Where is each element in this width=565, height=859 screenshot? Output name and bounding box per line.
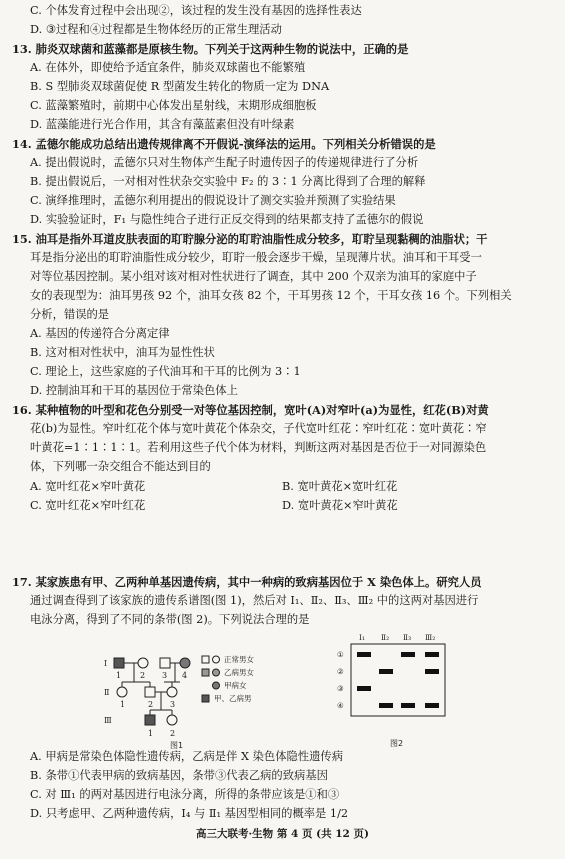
legend-normal: 正常男女 [224,655,254,664]
q13-option-b: B. S 型肺炎双球菌促使 R 型菌发生转化的物质一定为 DNA [30,80,330,93]
svg-text:1: 1 [148,729,154,738]
svg-text:1: 1 [120,700,126,709]
q14-option-b: B. 提出假说后，一对相对性状杂交实验中 F₂ 的 3∶1 分离比得到了合理的解释 [30,175,426,188]
q16-option-c: C. 宽叶红花×窄叶红花 [30,499,146,512]
q15-option-b: B. 这对相对性状中，油耳为显性性状 [30,346,215,359]
q16-option-b: B. 宽叶黄花×宽叶红花 [282,480,398,493]
svg-text:2: 2 [140,671,146,680]
page-footer: 高三大联考·生物 第 4 页 (共 12 页) [196,828,369,840]
q15-stem-line2: 耳是指分泌出的耵聍油脂性成分较少，耵聍一般会逐步干燥，呈现薄片状。油耳和干耳受一 [30,251,482,264]
svg-text:1: 1 [116,671,122,680]
gen-III-label: Ⅲ [104,716,112,725]
electrophoresis-figure [335,632,450,750]
q13-option-a: A. 在体外，即使给予适宜条件，肺炎双球菌也不能繁殖 [30,61,306,74]
q14-option-d: D. 实验验证时，F₁ 与隐性纯合子进行正反交得到的结果都支持了孟德尔的假说 [30,213,424,226]
q14-option-a: A. 提出假说时，孟德尔只对生物体产生配子时遗传因子的传递规律进行了分析 [30,156,419,169]
gen-II-label: Ⅱ [104,688,110,697]
svg-text:①: ① [337,650,344,659]
q17-option-b: B. 条带①代表甲病的致病基因，条带③代表乙病的致病基因 [30,769,328,782]
q17-stem-line1: 17. 某家族患有甲、乙两种单基因遗传病，其中一种病的致病基因位于 X 染色体上。研究人员 [12,575,482,589]
svg-text:④: ④ [337,701,344,710]
svg-text:2: 2 [148,700,154,709]
q17-option-c: C. 对 Ⅲ₁ 的两对基因进行电泳分离，所得的条带应该是①和③ [30,788,340,801]
q16-stem-line3: 叶黄花=1∶1∶1∶1。若利用这些子代个体为材料，判断这两对基因是否位于一对同源染色 [30,441,487,454]
svg-text:Ⅱ₃: Ⅱ₃ [403,633,412,642]
q16-option-d: D. 宽叶黄花×窄叶黄花 [282,499,398,512]
fig1-caption: 图1 [170,741,184,750]
q17-option-d: D. 只考虑甲、乙两种遗传病，Ⅰ₄ 与 Ⅱ₁ 基因型相同的概率是 1/2 [30,807,349,820]
q16-option-a: A. 宽叶红花×窄叶黄花 [30,480,146,493]
svg-text:Ⅱ₂: Ⅱ₂ [381,633,390,642]
q14-stem: 14. 孟德尔能成功总结出遗传规律离不开假说-演绎法的运用。下列相关分析错误的是 [12,137,436,151]
q15-option-d: D. 控制油耳和干耳的基因位于常染色体上 [30,384,238,397]
legend-both-male: 甲、乙病男 [214,694,252,703]
q16-stem-line1: 16. 某种植物的叶型和花色分别受一对等位基因控制，宽叶(A)对窄叶(a)为显性，红花(B)对黄 [12,403,489,417]
q13-stem: 13. 肺炎双球菌和蓝藻都是原核生物。下列关于这两种生物的说法中，正确的是 [12,42,409,56]
q17-stem-line2: 通过调查得到了该家族的遗传系谱图(图 1)，然后对 Ⅰ₁、Ⅱ₂、Ⅱ₃、Ⅲ₂ 中的这两对基因进行 [30,594,479,607]
svg-text:③: ③ [337,684,344,693]
q16-stem-line4: 体，下列哪一杂交组合不能达到目的 [30,460,211,473]
q12-option-d: D. ③过程和④过程都是生物体经历的正常生理活动 [30,23,282,36]
q15-stem-line5: 分析，错误的是 [30,308,110,321]
legend-disease-b: 乙病男女 [224,668,254,677]
q12-option-c: C. 个体发育过程中会出现②，该过程的发生没有基因的选择性表达 [30,4,362,17]
gen-I-label: Ⅰ [104,659,108,668]
svg-text:②: ② [337,667,344,676]
q17-option-a: A. 甲病是常染色体隐性遗传病，乙病是伴 X 染色体隐性遗传病 [30,750,343,763]
svg-text:3: 3 [162,671,168,680]
svg-text:Ⅲ₂: Ⅲ₂ [425,633,436,642]
q13-option-d: D. 蓝藻能进行光合作用，其含有藻蓝素但没有叶绿素 [30,118,295,131]
q15-stem-line1: 15. 油耳是指外耳道皮肤表面的耵聍腺分泌的耵聍油脂性成分较多，耵聍呈现黏稠的油脂状；干 [12,232,488,246]
svg-text:3: 3 [170,700,176,709]
q16-stem-line2: 花(b)为显性。窄叶红花个体与宽叶黄花个体杂交，子代宽叶红花∶窄叶红花∶宽叶黄花∶窄 [30,422,487,435]
q15-option-c: C. 理论上，这些家庭的子代油耳和干耳的比例为 3∶1 [30,365,301,378]
q17-stem-line3: 电泳分离，得到了不同的条带(图 2)。下列说法合理的是 [30,613,310,626]
q15-stem-line3: 对等位基因控制。某小组对该对相对性状进行了调查，其中 200 个双亲为油耳的家庭中子 [30,270,477,283]
svg-text:4: 4 [182,671,188,680]
q15-stem-line4: 女的表现型为：油耳男孩 92 个，油耳女孩 82 个，干耳男孩 12 个，干耳女孩 16 个。下列相关 [30,289,512,302]
q15-option-a: A. 基因的传递符合分离定律 [30,327,170,340]
q13-option-c: C. 蓝藻繁殖时，前期中心体发出星射线，末期形成细胞板 [30,99,317,112]
q14-option-c: C. 演绎推理时，孟德尔利用提出的假说设计了测交实验并预测了实验结果 [30,194,396,207]
pedigree-I1-male-affected-both [114,658,124,668]
fig2-caption: 图2 [390,739,404,748]
legend-disease-a-female: 甲病女 [224,681,247,690]
svg-text:2: 2 [170,729,176,738]
svg-text:Ⅰ₁: Ⅰ₁ [359,633,365,642]
pedigree-figure [104,650,330,750]
